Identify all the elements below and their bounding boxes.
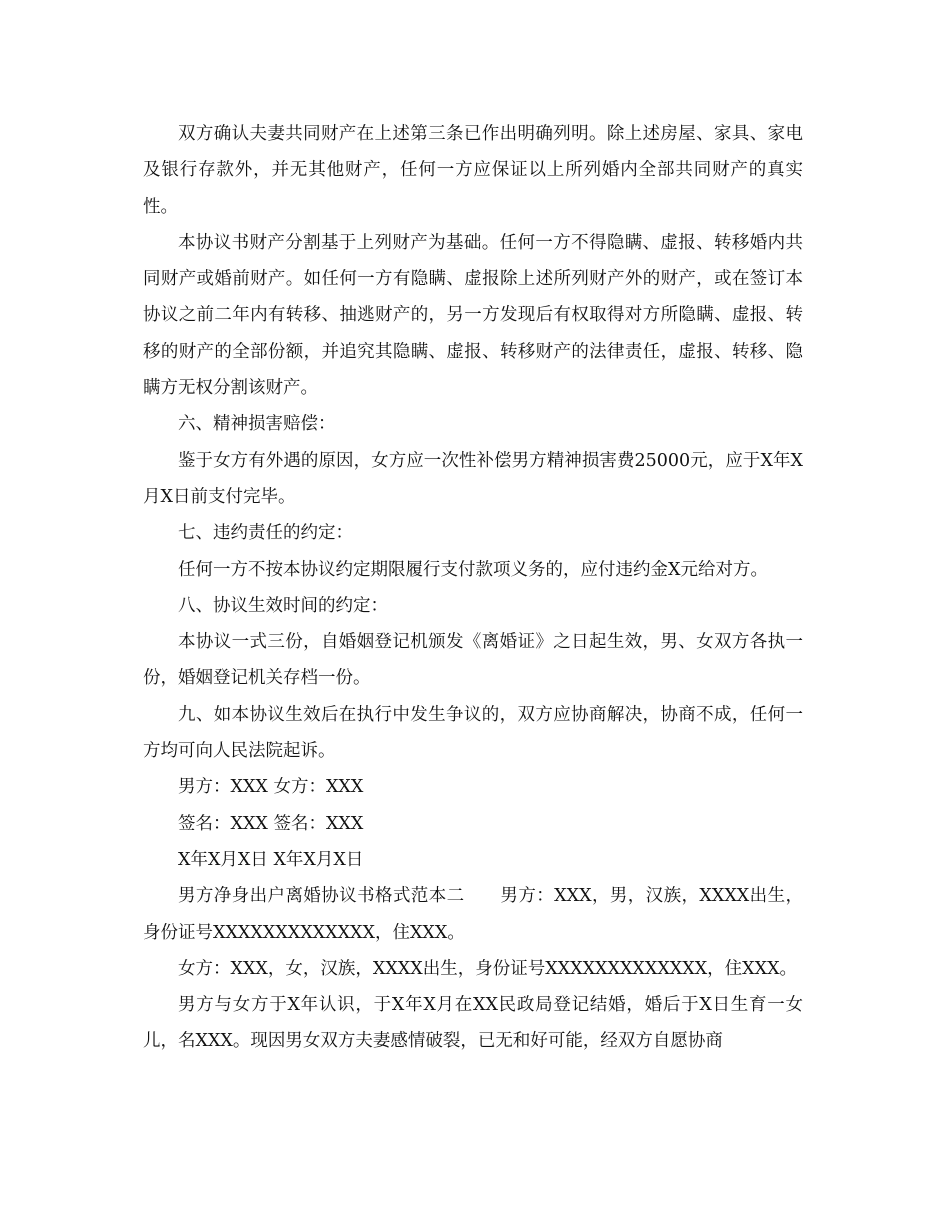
paragraph-effective-time: 本协议一式三份，自婚姻登记机颁发《离婚证》之日起生效，男、女双方各执一份，婚姻登记机关存档一份。 bbox=[143, 632, 803, 689]
section-heading-breach: 七、违约责任的约定： bbox=[178, 523, 353, 544]
signature-parties: 男方：XXX 女方：XXX bbox=[178, 777, 364, 798]
section-heading-mental-damage: 六、精神损害赔偿： bbox=[178, 414, 336, 435]
signature-names: 签名：XXX 签名：XXX bbox=[178, 813, 364, 834]
paragraph-breach: 任何一方不按本协议约定期限履行支付款项义务的，应付违约金X元给对方。 bbox=[178, 559, 768, 580]
paragraph-template-two-male: 男方净身出户离婚协议书格式范本二 男方：XXX，男，汉族，XXXX出生，身份证号XXXXXXXXXXXXX，住XXX。 bbox=[143, 886, 803, 943]
paragraph-marriage-background: 男方与女方于X年认识，于X年X月在XX民政局登记结婚，婚后于X日生育一女儿，名XXX。现因男女双方夫妻感情破裂，已无和好可能，经双方自愿协商 bbox=[143, 995, 803, 1052]
paragraph-dispute: 九、如本协议生效后在执行中发生争议的，双方应协商解决，协商不成，任何一方均可向人民法院起诉。 bbox=[143, 704, 803, 762]
paragraph-property-division: 本协议书财产分割基于上列财产为基础。任何一方不得隐瞒、虚报、转移婚内共同财产或婚前财产。如任何一方有隐瞒、虚报除上述所列财产外的财产，或在签订本协议之前二年内有转移、抽逃财产的，另一方发现后有权取得对方所隐瞒、虚报、转移的财产的全部份额，并追究其隐瞒、虚报、转移财产的法律责任，虚报、转移、隐瞒方无权分割该财产。 bbox=[143, 232, 803, 399]
section-heading-effective-time: 八、协议生效时间的约定： bbox=[178, 595, 388, 616]
paragraph-property-confirmation: 双方确认夫妻共同财产在上述第三条已作出明确列明。除上述房屋、家具、家电及银行存款外，并无其他财产，任何一方应保证以上所列婚内全部共同财产的真实性。 bbox=[143, 124, 803, 217]
document-body bbox=[143, 116, 803, 1060]
signature-dates: X年X月X日 X年X月X日 bbox=[178, 849, 364, 870]
paragraph-template-two-female: 女方：XXX，女，汉族，XXXX出生，身份证号XXXXXXXXXXXXX，住XXX。 bbox=[178, 958, 798, 979]
paragraph-mental-damage: 鉴于女方有外遇的原因，女方应一次性补偿男方精神损害费25000元，应于X年X月X日前支付完毕。 bbox=[143, 450, 803, 507]
